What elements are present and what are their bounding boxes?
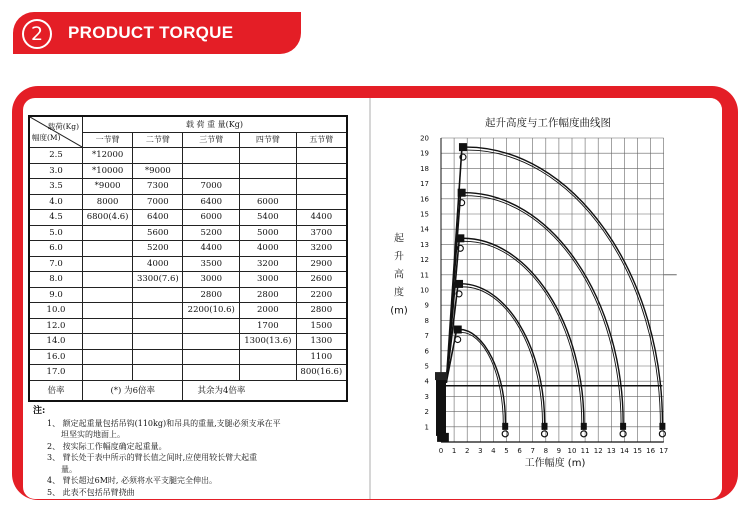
load-cell <box>83 287 133 303</box>
x-tick-label: 5 <box>504 447 509 455</box>
table-row <box>29 163 347 179</box>
load-cell <box>83 318 133 334</box>
load-cell: *9000 <box>133 163 183 179</box>
load-cell: 5000 <box>240 225 297 241</box>
load-cell <box>240 365 297 381</box>
load-cell <box>240 349 297 365</box>
y-tick-label: 11 <box>420 271 429 280</box>
x-tick-label: 12 <box>593 447 603 455</box>
boom-head <box>454 326 462 334</box>
load-cell <box>240 163 297 179</box>
load-cell: 3700 <box>296 225 347 241</box>
load-cell <box>183 148 240 164</box>
load-cell <box>296 194 347 210</box>
table-row <box>29 256 347 272</box>
radius-cell: 17.0 <box>29 365 83 381</box>
y-label-char: 升 <box>394 251 404 263</box>
crane-column <box>436 378 446 436</box>
load-cell <box>133 318 183 334</box>
y-tick-label: 13 <box>420 240 429 249</box>
section-header-2: 二节臂 <box>133 132 183 148</box>
y-tick-label: 6 <box>424 347 429 356</box>
ratio-note-b: 其余为4倍率 <box>183 380 347 401</box>
load-cell: 3000 <box>183 272 240 288</box>
load-cell <box>83 272 133 288</box>
load-cell <box>133 334 183 350</box>
x-tick-label: 1 <box>451 447 457 455</box>
load-cell <box>296 163 347 179</box>
load-cell <box>240 148 297 164</box>
x-tick-label: 10 <box>567 447 577 455</box>
x-tick-label: 8 <box>543 447 549 455</box>
load-table-wrap <box>28 115 348 402</box>
table-row <box>29 225 347 241</box>
x-tick-label: 4 <box>491 447 496 455</box>
x-tick-label: 2 <box>464 447 470 455</box>
load-cell <box>133 365 183 381</box>
y-tick-label: 1 <box>424 423 429 432</box>
y-label-char: 度 <box>394 287 404 299</box>
y-tick-label: 14 <box>420 225 429 234</box>
note-3: 3、 臂长处于表中所示的臂长值之间时,应使用较长臂大起重 <box>47 453 258 462</box>
y-tick-label: 20 <box>420 134 429 143</box>
x-tick-label: 16 <box>646 447 656 455</box>
load-cell: 2800 <box>240 287 297 303</box>
load-cell <box>133 303 183 319</box>
table-row <box>29 318 347 334</box>
radius-cell: 4.0 <box>29 194 83 210</box>
radius-cell: 12.0 <box>29 318 83 334</box>
load-cell <box>133 287 183 303</box>
load-cell <box>296 148 347 164</box>
hook-block <box>659 423 665 430</box>
radius-cell: 6.0 <box>29 241 83 257</box>
load-cell <box>83 241 133 257</box>
y-tick-label: 7 <box>424 332 429 341</box>
boom-head <box>459 143 467 151</box>
radius-cell: 3.0 <box>29 163 83 179</box>
load-cell: 7000 <box>133 194 183 210</box>
table-row <box>29 272 347 288</box>
load-cell: 2900 <box>296 256 347 272</box>
load-cell: 4000 <box>240 241 297 257</box>
ratio-note-a: (*) 为6倍率 <box>83 380 183 401</box>
x-tick-label: 6 <box>517 447 522 455</box>
y-tick-label: 2 <box>424 408 429 417</box>
load-cell: 1100 <box>296 349 347 365</box>
y-tick-label: 17 <box>420 180 429 189</box>
load-cell: 3500 <box>183 256 240 272</box>
lifting-height-chart <box>368 98 722 499</box>
load-cell: 6000 <box>183 210 240 226</box>
load-cell: 5600 <box>133 225 183 241</box>
load-cell <box>133 349 183 365</box>
load-cell: 1700 <box>240 318 297 334</box>
load-cell: 3200 <box>240 256 297 272</box>
y-tick-label: 4 <box>424 377 429 386</box>
load-cell <box>83 349 133 365</box>
load-cell: 5200 <box>133 241 183 257</box>
notes-title: 注: <box>33 406 46 416</box>
load-cell: 2000 <box>240 303 297 319</box>
load-cell: 3200 <box>296 241 347 257</box>
y-tick-label: 10 <box>420 286 429 295</box>
load-table <box>28 115 348 402</box>
table-row <box>29 241 347 257</box>
ratio-row <box>29 380 347 401</box>
table-row <box>29 349 347 365</box>
y-tick-label: 15 <box>420 210 429 219</box>
load-cell <box>83 365 133 381</box>
table-row <box>29 287 347 303</box>
note-1: 1、 额定起重量包括吊钩(110kg)和吊具的重量,支腿必须支承在平 <box>47 418 281 428</box>
radius-cell: 8.0 <box>29 272 83 288</box>
load-cell <box>83 303 133 319</box>
load-cell: 5200 <box>183 225 240 241</box>
table-corner-cell <box>29 116 83 148</box>
load-cell <box>183 365 240 381</box>
load-cell: 6400 <box>133 210 183 226</box>
hook-block <box>541 423 547 430</box>
load-cell <box>183 334 240 350</box>
y-tick-label: 5 <box>424 362 429 371</box>
y-tick-label: 9 <box>424 301 429 310</box>
y-tick-label: 19 <box>420 149 429 158</box>
section-number-badge: 2 <box>22 19 52 49</box>
chart-x-label: 工作幅度 (m) <box>524 458 586 469</box>
load-cell <box>296 179 347 195</box>
x-tick-label: 3 <box>478 447 483 455</box>
load-cell: 8000 <box>83 194 133 210</box>
load-cell: 6400 <box>183 194 240 210</box>
radius-cell: 14.0 <box>29 334 83 350</box>
table-row <box>29 365 347 381</box>
radius-cell: 5.0 <box>29 225 83 241</box>
table-row <box>29 210 347 226</box>
notes-block <box>33 406 353 498</box>
x-tick-label: 17 <box>659 447 669 455</box>
load-cell: 2800 <box>296 303 347 319</box>
load-cell <box>183 163 240 179</box>
y-tick-label: 8 <box>424 316 429 325</box>
table-row <box>29 194 347 210</box>
load-cell <box>133 148 183 164</box>
load-cell: 6000 <box>240 194 297 210</box>
note-5: 5、 此表不包括吊臂挠曲 <box>47 487 135 497</box>
radius-cell: 16.0 <box>29 349 83 365</box>
load-cell: 1300 <box>296 334 347 350</box>
load-cell: 2600 <box>296 272 347 288</box>
load-cell: *9000 <box>83 179 133 195</box>
section-banner <box>13 12 301 54</box>
x-tick-label: 9 <box>556 447 562 455</box>
load-cell <box>83 334 133 350</box>
x-tick-label: 15 <box>633 447 642 455</box>
content-panel <box>23 98 722 499</box>
chart-title: 起升高度与工作幅度曲线图 <box>485 117 611 129</box>
load-cell <box>83 225 133 241</box>
y-tick-label: 12 <box>420 256 429 265</box>
load-cell: 7000 <box>183 179 240 195</box>
load-cell: 4400 <box>296 210 347 226</box>
crane-base <box>437 433 449 442</box>
load-cell: 2200 <box>296 287 347 303</box>
load-header: 载 荷 重 量(Kg) <box>83 116 348 132</box>
section-title: PRODUCT TORQUE <box>68 23 234 42</box>
load-cell: 4000 <box>133 256 183 272</box>
radius-cell: 10.0 <box>29 303 83 319</box>
slewing-head <box>435 372 447 380</box>
load-cell: *12000 <box>83 148 133 164</box>
y-label-char: (m) <box>390 305 408 317</box>
corner-bottom-label: 幅度(M) <box>32 133 61 142</box>
load-cell: 1500 <box>296 318 347 334</box>
note-3-cont: 量。 <box>61 464 77 474</box>
x-tick-label: 7 <box>530 447 535 455</box>
corner-top-label: 载荷(Kg) <box>47 122 79 131</box>
y-tick-label: 3 <box>424 392 429 401</box>
x-tick-label: 11 <box>580 447 590 455</box>
note-4: 4、 臂长超过6M时, 必须将水平支腿完全伸出。 <box>47 476 217 485</box>
load-cell: 1300(13.6) <box>240 334 297 350</box>
load-cell: 800(16.6) <box>296 365 347 381</box>
load-cell: 3300(7.6) <box>133 272 183 288</box>
section-header-3: 三节臂 <box>183 132 240 148</box>
table-row <box>29 179 347 195</box>
ratio-label: 倍率 <box>29 380 83 401</box>
note-2: 2、 按实际工作幅度确定起重量。 <box>47 441 167 451</box>
table-row <box>29 148 347 164</box>
load-cell: 7300 <box>133 179 183 195</box>
load-cell <box>240 179 297 195</box>
y-label-char: 起 <box>394 233 404 245</box>
x-tick-label: 13 <box>606 447 616 455</box>
load-cell <box>183 349 240 365</box>
section-header-1: 一节臂 <box>83 132 133 148</box>
load-cell <box>83 256 133 272</box>
load-cell: 3000 <box>240 272 297 288</box>
x-tick-label: 0 <box>438 447 444 455</box>
radius-cell: 2.5 <box>29 148 83 164</box>
section-header-5: 五节臂 <box>296 132 347 148</box>
hook-block <box>581 423 587 430</box>
load-cell: 4400 <box>183 241 240 257</box>
table-row <box>29 303 347 319</box>
radius-cell: 9.0 <box>29 287 83 303</box>
load-cell: 2200(10.6) <box>183 303 240 319</box>
section-header-4: 四节臂 <box>240 132 297 148</box>
x-tick-label: 14 <box>619 447 629 455</box>
hook-block <box>620 423 626 430</box>
note-1-cont: 坦坚实的地面上。 <box>61 430 125 439</box>
y-label-char: 高 <box>394 269 404 281</box>
load-cell <box>183 318 240 334</box>
table-row <box>29 334 347 350</box>
load-cell: 6800(4.6) <box>83 210 133 226</box>
radius-cell: 7.0 <box>29 256 83 272</box>
load-cell: *10000 <box>83 163 133 179</box>
radius-cell: 4.5 <box>29 210 83 226</box>
radius-cell: 3.5 <box>29 179 83 195</box>
load-cell: 2800 <box>183 287 240 303</box>
y-tick-label: 16 <box>420 195 429 204</box>
y-tick-label: 18 <box>420 164 429 173</box>
hook-block <box>502 423 508 430</box>
load-cell: 5400 <box>240 210 297 226</box>
